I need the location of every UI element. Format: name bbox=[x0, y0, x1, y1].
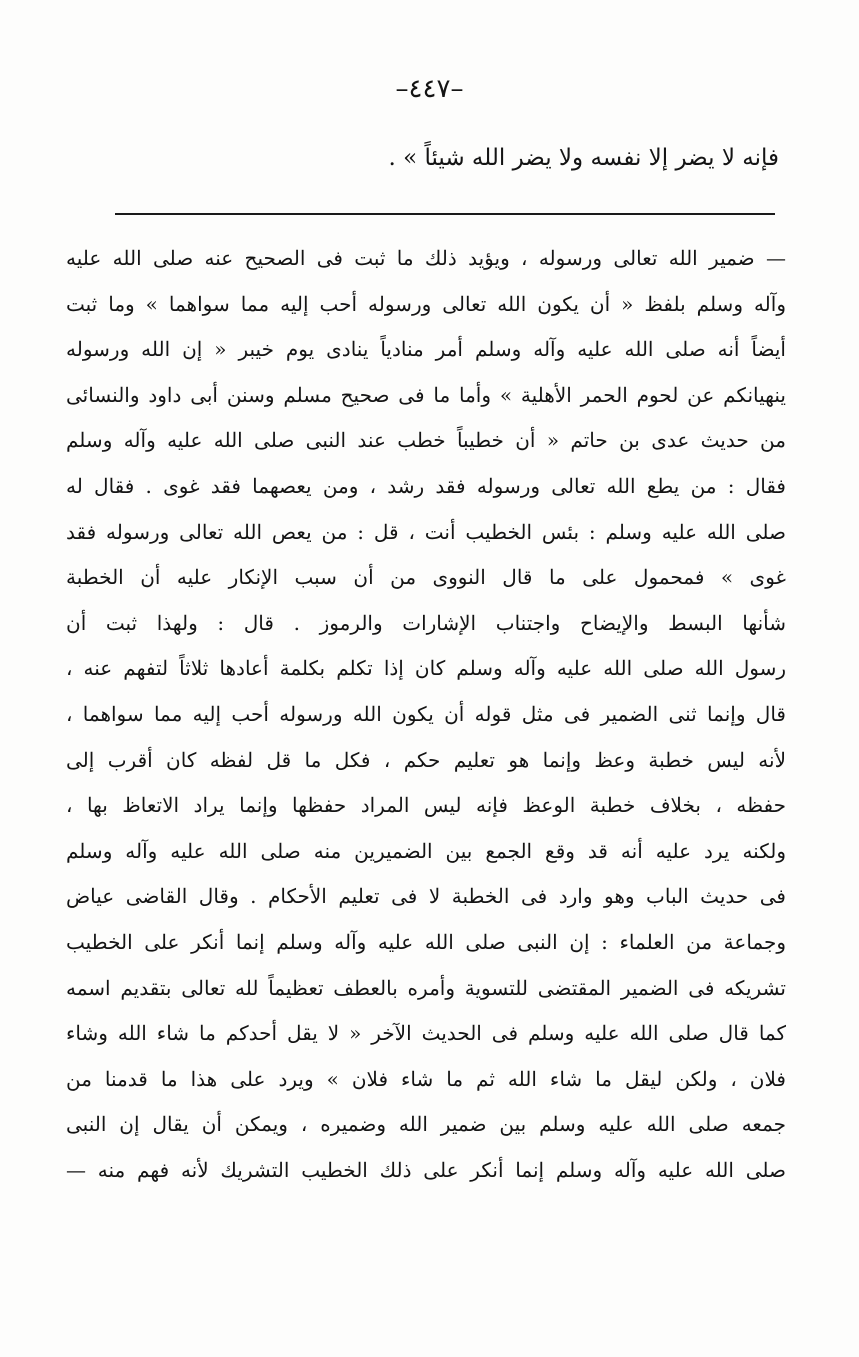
footnote-line: فقال : من يطع الله تعالى ورسوله فقد رشد ، ومن يعصهما فقد غوى . فقال له bbox=[66, 473, 786, 498]
footnote-line: كما قال صلى الله عليه وسلم فى الحديث الآخر « لا يقل أحدكم ما شاء الله وشاء bbox=[66, 1021, 786, 1046]
footnote-block bbox=[66, 236, 786, 1193]
footnote-line: وجماعة من العلماء : إن النبى صلى الله عليه وآله وسلم إنما أنكر على الخطيب bbox=[66, 929, 786, 954]
footnote-line: ولكنه يرد عليه أنه قد وقع الجمع بين الضميرين منه صلى الله عليه وآله وسلم bbox=[66, 838, 786, 863]
footnote-divider bbox=[115, 213, 775, 215]
footnote-line: فلان ، ولكن ليقل ما شاء الله ثم ما شاء فلان » ويرد على هذا ما قدمنا من bbox=[66, 1066, 786, 1091]
footnote-line: صلى الله عليه وآله وسلم إنما أنكر على ذلك الخطيب التشريك لأنه فهم منه — bbox=[66, 1157, 786, 1182]
main-text: فإنه لا يضر إلا نفسه ولا يضر الله شيئاً » . bbox=[388, 145, 779, 171]
footnote-line: شأنها البسط والإيضاح واجتناب الإشارات والرموز . قال : ولهذا ثبت أن bbox=[66, 610, 786, 635]
footnote-line: رسول الله صلى الله عليه وآله وسلم كان إذا تكلم بكلمة أعادها ثلاثاً لتفهم عنه ، bbox=[66, 656, 786, 681]
footnote-line: لأنه ليس خطبة وعظ وإنما هو تعليم حكم ، فكل ما قل لفظه كان أقرب إلى bbox=[66, 747, 786, 772]
page-number: –٤٤٧– bbox=[395, 74, 464, 104]
footnote-line: حفظه ، بخلاف خطبة الوعظ فإنه ليس المراد حفظها وإنما يراد الاتعاظ بها ، bbox=[66, 793, 786, 818]
footnote-line: أيضاً أنه صلى الله عليه وآله وسلم أمر منادياً ينادى يوم خيبر « إن الله ورسوله bbox=[66, 337, 786, 362]
footnote-line: — ضمير الله تعالى ورسوله ، ويؤيد ذلك ما ثبت فى الصحيح عنه صلى الله عليه bbox=[66, 246, 786, 270]
footnote-line: جمعه صلى الله عليه وسلم بين ضمير الله وضميره ، ويمكن أن يقال إن النبى bbox=[66, 1112, 786, 1137]
footnote-line: صلى الله عليه وسلم : بئس الخطيب أنت ، قل : من يعص الله تعالى ورسوله فقد bbox=[66, 519, 786, 544]
footnote-line: ينهيانكم عن لحوم الحمر الأهلية » وأما ما فى صحيح مسلم وسنن أبى داود والنسائى bbox=[66, 382, 786, 407]
footnote-line: فى حديث الباب وهو وارد فى الخطبة لا فى تعليم الأحكام . وقال القاضى عياض bbox=[66, 884, 786, 909]
footnote-line: وآله وسلم بلفظ « أن يكون الله تعالى ورسوله أحب إليه مما سواهما » وما ثبت bbox=[66, 291, 786, 316]
footnote-line: غوى » فمحمول على ما قال النووى من أن سبب الإنكار عليه أن الخطبة bbox=[66, 565, 786, 590]
footnote-line: قال وإنما ثنى الضمير فى مثل قوله أن يكون الله ورسوله أحب إليه مما سواهما ، bbox=[66, 701, 786, 726]
footnote-line: تشريكه فى الضمير المقتضى للتسوية وأمره بالعطف تعظيماً لله تعالى بتقديم اسمه bbox=[66, 975, 786, 1000]
footnote-line: من حديث عدى بن حاتم « أن خطيباً خطب عند النبى صلى الله عليه وآله وسلم bbox=[66, 428, 786, 453]
